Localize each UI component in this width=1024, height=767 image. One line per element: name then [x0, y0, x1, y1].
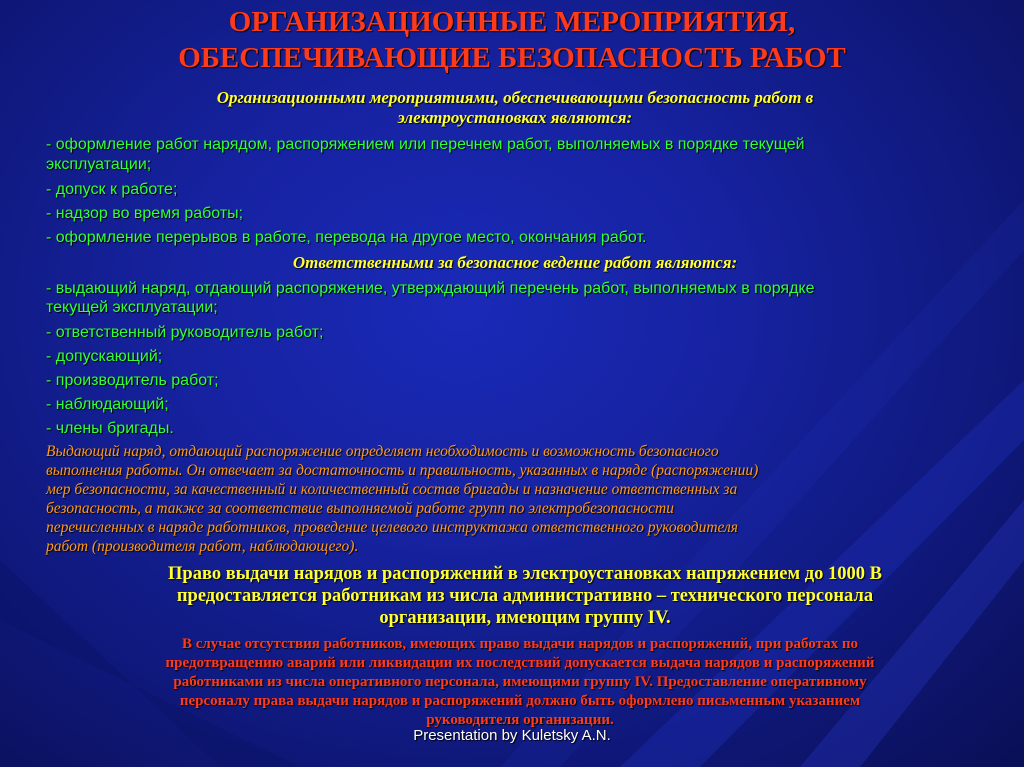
responsibility-paragraph-line: безопасность, а также за соответствие выполняемой работе групп по электробезопасности: [46, 500, 674, 517]
list-item: - надзор во время работы;: [46, 205, 244, 222]
list-item: - оформление перерывов в работе, перевода на другое место, окончания работ.: [46, 229, 647, 246]
emergency-paragraph-line: персоналу права выдачи нарядов и распоряжений должно быть оформлено письменным указанием: [179, 693, 861, 709]
list-item: - допускающий;: [46, 348, 163, 365]
section2-heading: Ответственными за безопасное ведение работ являются:: [292, 253, 738, 272]
responsibility-paragraph-line: перечисленных в наряде работников, проведение целевого инструктажа ответственного руководителя: [46, 519, 738, 536]
permission-paragraph-line: организации, имеющим группу IV.: [379, 608, 671, 628]
page-title-line1: ОРГАНИЗАЦИОННЫЕ МЕРОПРИЯТИЯ,: [228, 6, 796, 38]
emergency-paragraph-line: руководителя организации.: [426, 712, 614, 728]
list-item: - члены бригады.: [46, 420, 174, 437]
permission-paragraph-line: Право выдачи нарядов и распоряжений в электроустановках напряжением до 1000 В: [168, 564, 882, 584]
emergency-paragraph-line: В случае отсутствия работников, имеющих право выдачи нарядов и распоряжений, при работах по: [181, 636, 859, 652]
section1-heading-line1: Организационными мероприятиями, обеспечивающими безопасность работ в: [216, 88, 814, 107]
list-item: - выдающий наряд, отдающий распоряжение, утверждающий перечень работ, выполняемых в порядке: [46, 280, 815, 297]
list-item: текущей эксплуатации;: [46, 299, 218, 316]
responsibility-paragraph-line: работ (производителя работ, наблюдающего).: [46, 538, 359, 555]
emergency-paragraph-line: работниками из числа оперативного персонала, имеющими группу IV. Предоставление оперативному: [173, 674, 867, 690]
list-item: - производитель работ;: [46, 372, 219, 389]
permission-paragraph-line: предоставляется работникам из числа административно – технического персонала: [176, 586, 874, 606]
responsibility-paragraph-line: Выдающий наряд, отдающий распоряжение определяет необходимость и возможность безопасного: [46, 443, 719, 460]
list-item: - ответственный руководитель работ;: [46, 324, 324, 341]
responsibility-paragraph-line: выполнения работы. Он отвечает за достаточность и правильность, указанных в наряде (распоряжении): [46, 462, 759, 479]
list-item: - наблюдающий;: [46, 396, 169, 413]
list-item: - допуск к работе;: [46, 181, 178, 198]
section1-heading-line2: электроустановках являются:: [397, 108, 633, 127]
emergency-paragraph-line: предотвращению аварий или ликвидации их последствий допускается выдача нарядов и распоряжений: [165, 655, 875, 671]
footer-credit: Presentation by Kuletsky A.N.: [413, 727, 611, 744]
list-item: эксплуатации;: [46, 156, 152, 173]
list-item: - оформление работ нарядом, распоряжением или перечнем работ, выполняемых в порядке текущей: [46, 136, 805, 153]
page-title-line2: ОБЕСПЕЧИВАЮЩИЕ БЕЗОПАСНОСТЬ РАБОТ: [178, 42, 846, 74]
responsibility-paragraph-line: мер безопасности, за качественный и количественный состав бригады и назначение ответственных за: [46, 481, 738, 498]
